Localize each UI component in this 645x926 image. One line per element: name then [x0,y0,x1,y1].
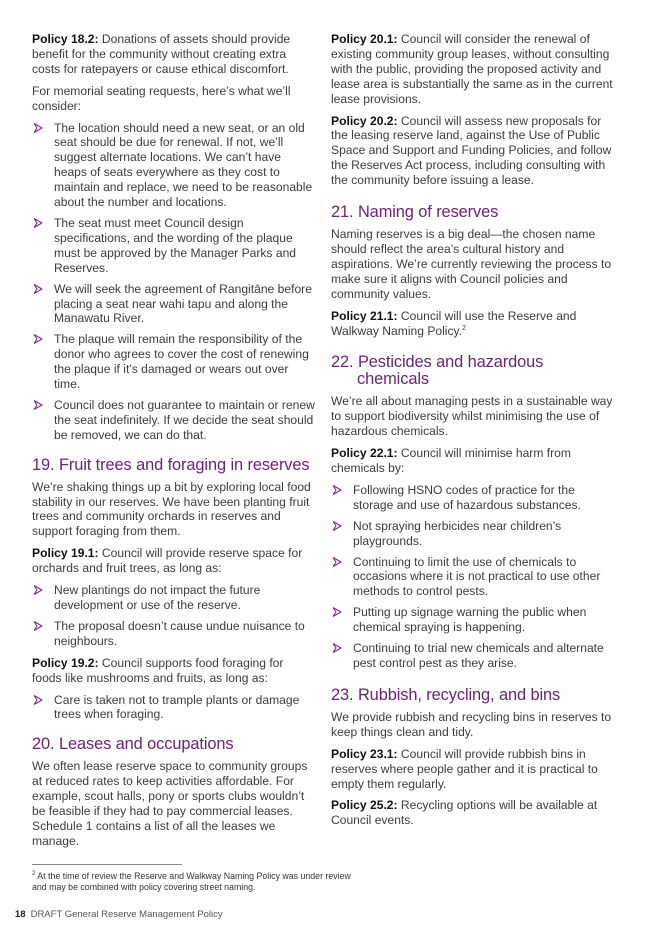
right-column [331,32,614,835]
document-title: DRAFT General Reserve Management Policy [30,909,223,920]
list-item: Following HSNO codes of practice for the storage and use of hazardous substances. [331,483,614,513]
list-item: The plaque will remain the responsibility of the donor who agrees to cover the cost of renewing the plaque if it’s damaged or wears out over time. [32,332,315,392]
list-item: Council does not guarantee to maintain or renew the seat indefinitely. If we decide the seat should be removed, we can do that. [32,398,315,443]
policy-label: Policy 19.1: [32,546,99,561]
bullet-chevron-icon [32,217,44,229]
policy-text: Council will minimise harm from chemicals by: [331,446,571,476]
memorial-list [32,121,315,443]
section-20-intro: We often lease reserve space to community groups at reduced rates to keep activities affordable. For example, scout halls, pony or sports clubs wouldn’t be feasible if they had to pay commercial leases. Schedule 1 contains a list of all the leases we manage. [32,759,308,848]
bullet-chevron-icon [32,122,44,134]
section-22-intro: We’re all about managing pests in a sustainable way to support biodiversity whilst minimising the use of hazardous chemicals. [331,394,613,439]
list-item: Not spraying herbicides near children’s playgrounds. [331,519,614,549]
footnote-ref: 2 [462,324,466,332]
policy-label: Policy 19.2: [32,655,99,670]
heading-line: 22. Pesticides and hazardous [331,353,544,372]
policy-18-2 [32,32,315,77]
list-item: The location should need a new seat, or an old seat should be due for renewal. If not, we’ll suggest alternate locations. We can’t have heaps of seats everywhere as they cost to maintain and replace, we need to be reasonable about the number and locations. [32,121,315,210]
policy-19-2-list [32,693,315,723]
bullet-chevron-icon [331,520,343,532]
policy-label: Policy 25.2: [331,798,398,813]
policy-text: Council will provide rubbish bins in reserves where people gather and it is practical to empty them regularly. [331,746,598,791]
list-item: We will seek the agreement of Rangitāne before placing a seat near wahi tapu and along the Manawatu River. [32,282,315,327]
list-item: New plantings do not impact the future development or use of the reserve. [32,583,315,613]
bullet-chevron-icon [32,399,44,411]
section-22-heading [331,354,614,388]
policy-25-2 [331,798,614,828]
bullet-chevron-icon [331,484,343,496]
list-item: Putting up signage warning the public when chemical spraying is happening. [331,605,614,635]
section-20-heading: 20. Leases and occupations [32,735,234,754]
footnote [32,871,362,893]
policy-text: Council will use the Reserve and Walkway Naming Policy. [331,308,577,338]
section-21-heading: 21. Naming of reserves [331,203,499,222]
bullet-chevron-icon [32,694,44,706]
policy-label: Policy 22.1: [331,446,398,461]
bullet-chevron-icon [331,642,343,654]
bullet-chevron-icon [32,283,44,295]
policy-22-1 [331,446,614,476]
page-number: 18 [15,909,26,920]
policy-19-2 [32,656,315,686]
policy-text: Council supports food foraging for foods like mushrooms and fruits, as long as: [32,655,284,685]
policy-label: Policy 21.1: [331,308,398,323]
left-column [32,32,315,856]
policy-text: Donations of assets should provide benefit for the community without creating extra costs for ratepayers or cause ethical discomfort. [32,32,291,76]
list-item: Continuing to limit the use of chemicals to occasions where it is not practical to use other methods to control pests. [331,555,614,600]
policy-text: Council will assess new proposals for the leasing reserve land, against the Use of Public Space and Support and Funding Policies, and follow the Reserves Act process, including consulting with the community before issuing a lease. [331,113,612,188]
policy-23-1 [331,747,614,792]
footnote-text: At the time of review the Reserve and Walkway Naming Policy was under review and may be combined with policy covering street naming. [32,871,351,892]
policy-20-1 [331,32,614,107]
section-19-intro: We’re shaking things up a bit by exploring local food stability in our reserves. We have been planting fruit trees and community orchards in reserves and support foraging from them. [32,479,311,539]
policy-label: Policy 23.1: [331,746,398,761]
heading-line: chemicals [357,370,429,389]
policy-text: Council will consider the renewal of existing community group leases, without consulting with the public, providing the proposed activity and lease area is substantially the same as in the current lease provisions. [331,32,613,106]
section-23-intro: We provide rubbish and recycling bins in reserves to keep things clean and tidy. [331,709,612,739]
policy-19-1 [32,546,315,576]
list-item: Continuing to trial new chemicals and alternate pest control pest as they arise. [331,641,614,671]
policy-20-2 [331,114,614,189]
section-21-intro: Naming reserves is a big deal—the chosen name should reflect the area’s cultural history and aspirations. We’re currently reviewing the process to make sure it aligns with Council policies and community values. [331,227,612,301]
bullet-chevron-icon [331,606,343,618]
bullet-chevron-icon [32,333,44,345]
section-19-heading: 19. Fruit trees and foraging in reserves [32,455,310,474]
list-item: The seat must meet Council design specifications, and the wording of the plaque must be approved by the Manager Parks and Reserves. [32,216,315,276]
bullet-chevron-icon [32,584,44,596]
policy-label: Policy 20.2: [331,113,398,128]
list-item: Care is taken not to trample plants or damage trees when foraging. [32,693,315,723]
list-item: The proposal doesn’t cause undue nuisance to neighbours. [32,619,315,649]
section-23-heading: 23. Rubbish, recycling, and bins [331,685,561,704]
policy-19-1-list [32,583,315,649]
footnote-marker: 2 [32,871,36,878]
page-footer [15,909,223,920]
bullet-chevron-icon [32,620,44,632]
policy-text: Recycling options will be available at Council events. [331,798,598,828]
memorial-intro: For memorial seating requests, here’s what we’ll consider: [32,83,291,113]
policy-21-1 [331,309,614,339]
policy-label: Policy 18.2: [32,32,99,46]
policy-22-1-list [331,483,614,671]
footnote-divider [32,864,182,865]
policy-label: Policy 20.1: [331,32,398,46]
policy-text: Council will provide reserve space for orchards and fruit trees, as long as: [32,546,303,576]
bullet-chevron-icon [331,556,343,568]
